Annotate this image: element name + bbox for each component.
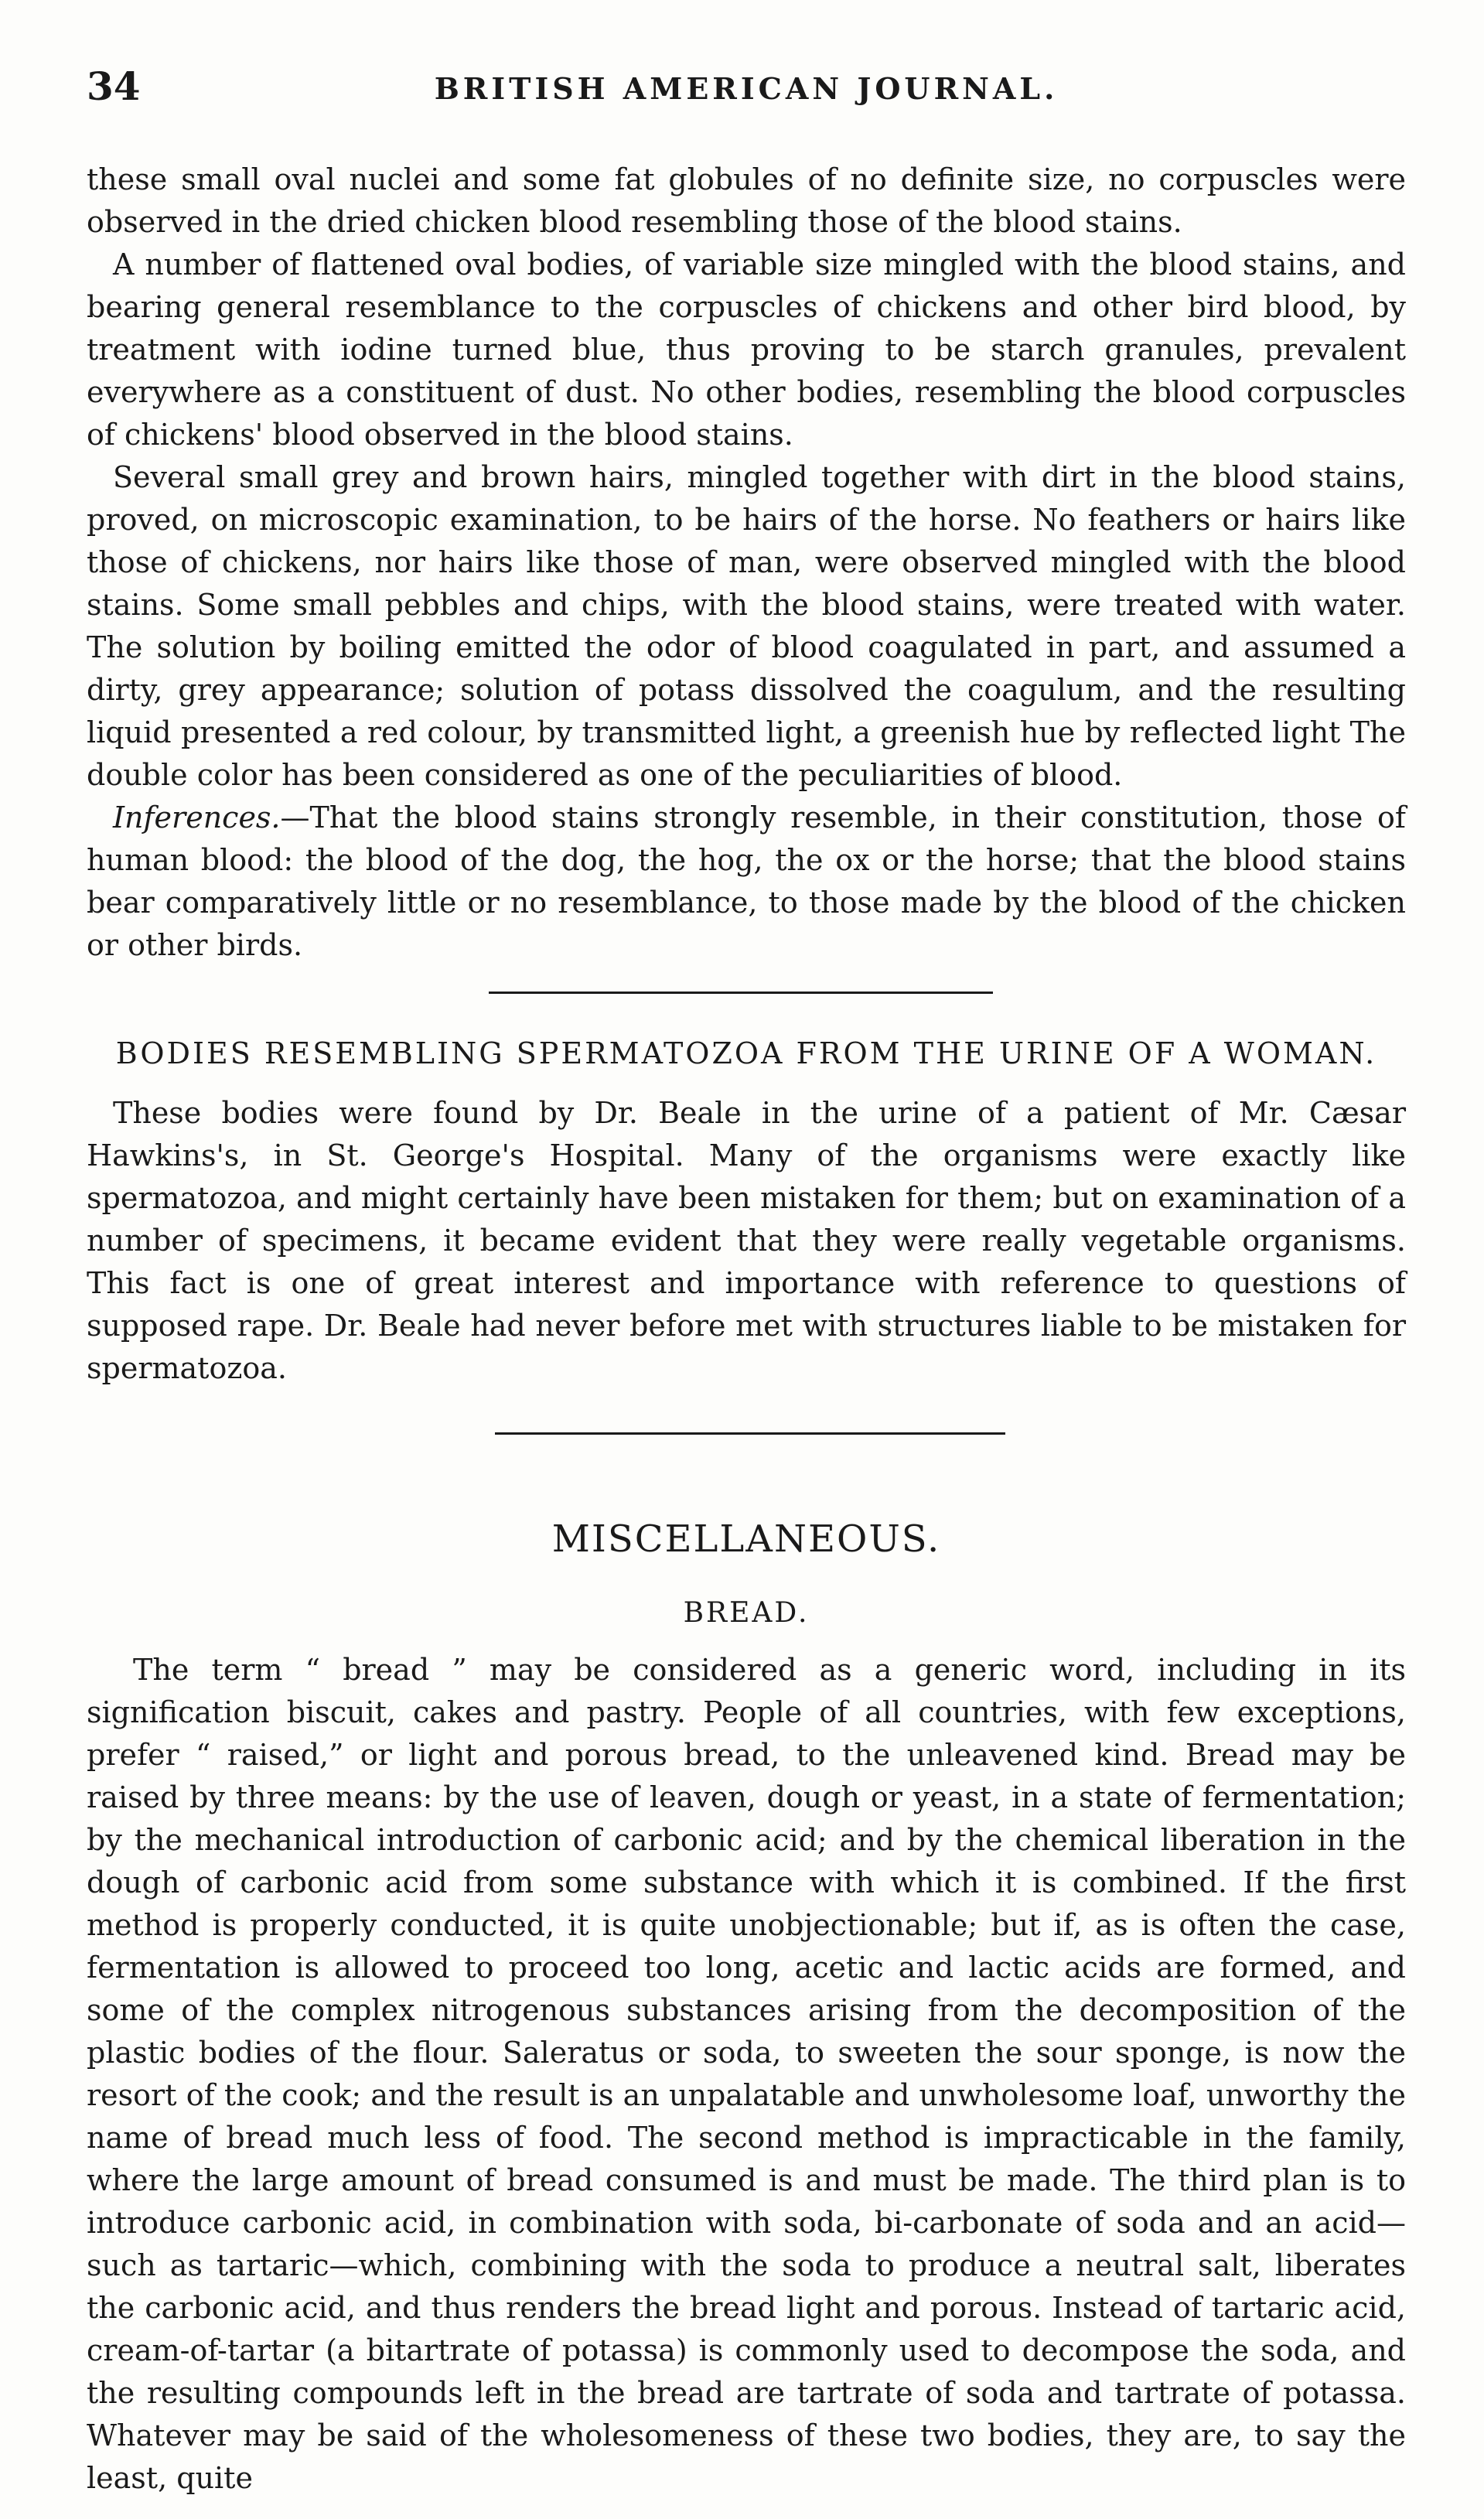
spermatozoa-section	[87, 1092, 1406, 1390]
paragraph: The term “ bread ” may be considered as a generic word, including in its signification biscuit, cakes and pastry. People of all countries, with few exceptions, prefer “ raised,” or light and porous bread, to the unleavened kind. Bread may be raised by three means: by the use of leaven, dough or yeast, in a state of fermentation; by the mechanical introduction of carbonic acid; and by the chemical liberation in the dough of carbonic acid from some substance with which it is combined. If the first method is properly conducted, it is quite unobjectionable; but if, as is often the case, fermentation is allowed to proceed too long, acetic and lactic acids are formed, and some of the complex nitrogenous substances arising from the decomposition of the plastic bodies of the flour. Saleratus or soda, to sweeten the sour sponge, is now the resort of the cook; and the result is an unpalatable and unwholesome loaf, unworthy the name of bread much less of food. The second method is impracticable in the family, where the large amount of bread consumed is and must be made. The third plan is to introduce carbonic acid, in combination with soda, bi-carbonate of soda and an acid—such as tartaric—which, combining with the soda to produce a neutral salt, liberates the carbonic acid, and thus renders the bread light and porous. Instead of tartaric acid, cream-of-tartar (a bitartrate of potassa) is commonly used to decompose the soda, and the resulting compounds left in the bread are tartrate of soda and tartrate of potassa. Whatever may be said of the wholesomeness of these two bodies, they are, to say the least, quite	[87, 1653, 1406, 2495]
page-header	[87, 63, 1406, 118]
bread-section	[87, 1649, 1406, 2500]
bread-subheading: BREAD.	[683, 1597, 810, 1629]
inferences-paragraph	[87, 797, 1406, 967]
section-divider	[489, 992, 993, 994]
paragraph: these small oval nuclei and some fat globules of no definite size, no corpuscles were observed in the dried chicken blood resembling those of the blood stains.	[87, 162, 1406, 239]
section-title: BODIES RESEMBLING SPERMATOZOA FROM THE URINE OF A WOMAN.	[115, 1036, 1377, 1070]
paragraph: Several small grey and brown hairs, mingled together with dirt in the blood stains, proved, on microscopic examination, to be hairs of the horse. No feathers or hairs like those of chickens, nor hairs like those of man, were observed mingled with the blood stains. Some small pebbles and chips, with the blood stains, were treated with water. The solution by boiling emitted the odor of blood coagulated in part, and assumed a dirty, grey appearance; solution of potass dissolved the coagulum, and the resulting liquid presented a red colour, by transmitted light, a greenish hue by reflected light The double color has been considered as one of the peculiarities of blood.	[87, 460, 1406, 792]
blood-section	[87, 159, 1406, 967]
section-divider	[495, 1432, 1005, 1435]
paragraph: A number of flattened oval bodies, of variable size mingled with the blood stains, and bearing general resemblance to the corpuscles of chickens and other bird blood, by treatment with iodine turned blue, thus proving to be starch granules, prevalent everywhere as a constituent of dust. No other bodies, resembling the blood corpuscles of chickens' blood observed in the blood stains.	[87, 247, 1406, 452]
page-number: 34	[87, 63, 141, 109]
running-head: BRITISH AMERICAN JOURNAL.	[434, 71, 1059, 106]
miscellaneous-heading: MISCELLANEOUS.	[551, 1517, 941, 1561]
inferences-label: Inferences.	[113, 800, 281, 835]
inferences-text: —That the blood stains strongly resemble, in their constitution, those of human blood: the blood of the dog, the hog, the ox or the horse; that the blood stains bear comparatively little or no resemblance, to those made by the blood of the chicken or other birds.	[87, 800, 1406, 962]
paragraph: These bodies were found by Dr. Beale in the urine of a patient of Mr. Cæsar Hawkins's, in St. George's Hospital. Many of the organisms were exactly like spermatozoa, and might certainly have been mistaken for them; but on examination of a number of specimens, it became evident that they were really vegetable organisms. This fact is one of great interest and importance with reference to questions of supposed rape. Dr. Beale had never before met with structures liable to be mistaken for spermatozoa.	[87, 1096, 1406, 1385]
